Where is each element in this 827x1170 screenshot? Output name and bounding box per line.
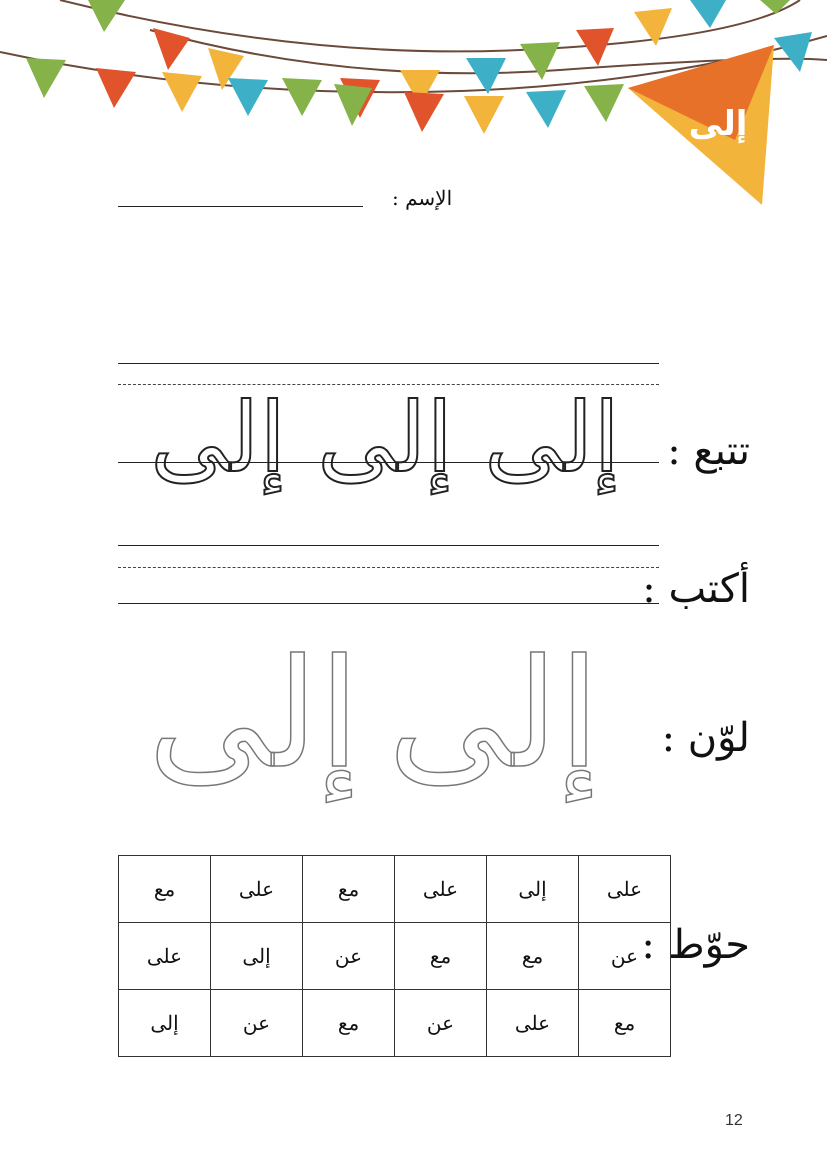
page-number: 12 — [725, 1112, 743, 1129]
grid-row — [119, 923, 671, 990]
grid-row — [119, 856, 671, 923]
trace-word-3[interactable]: إلى — [150, 382, 286, 494]
grid-cell[interactable]: مع — [303, 990, 395, 1057]
grid-cell[interactable]: مع — [579, 990, 671, 1057]
write-mid-line — [118, 567, 659, 568]
grid-cell[interactable]: على — [487, 990, 579, 1057]
grid-cell[interactable]: عن — [395, 990, 487, 1057]
grid-cell[interactable]: عن — [579, 923, 671, 990]
grid-cell[interactable]: على — [119, 923, 211, 990]
trace-word-2[interactable]: إلى — [317, 382, 453, 494]
trace-top-line — [118, 363, 659, 364]
color-label: لوّن : — [661, 715, 750, 761]
grid-cell[interactable]: عن — [303, 923, 395, 990]
write-label: أكتب : — [642, 566, 750, 612]
grid-cell[interactable]: عن — [211, 990, 303, 1057]
word-grid — [118, 855, 671, 1057]
grid-cell[interactable]: على — [211, 856, 303, 923]
color-word-2[interactable]: إلى — [147, 628, 360, 802]
write-top-line — [118, 545, 659, 546]
write-base-line[interactable] — [118, 603, 659, 604]
grid-cell[interactable]: إلى — [487, 856, 579, 923]
trace-word-1[interactable]: إلى — [484, 382, 620, 494]
grid-cell[interactable]: مع — [487, 923, 579, 990]
name-line[interactable] — [118, 206, 363, 207]
grid-cell[interactable]: على — [395, 856, 487, 923]
circle-label: حوّط : — [641, 922, 750, 968]
grid-cell[interactable]: إلى — [119, 990, 211, 1057]
grid-cell[interactable]: مع — [119, 856, 211, 923]
trace-label: تتبع : — [667, 428, 750, 474]
grid-cell[interactable]: على — [579, 856, 671, 923]
grid-cell[interactable]: مع — [395, 923, 487, 990]
grid-cell[interactable]: مع — [303, 856, 395, 923]
grid-cell[interactable]: إلى — [211, 923, 303, 990]
grid-row — [119, 990, 671, 1057]
name-label: الإسم : — [392, 186, 453, 210]
color-word-1[interactable]: إلى — [387, 628, 600, 802]
big-flag-word: إلى — [688, 104, 748, 144]
